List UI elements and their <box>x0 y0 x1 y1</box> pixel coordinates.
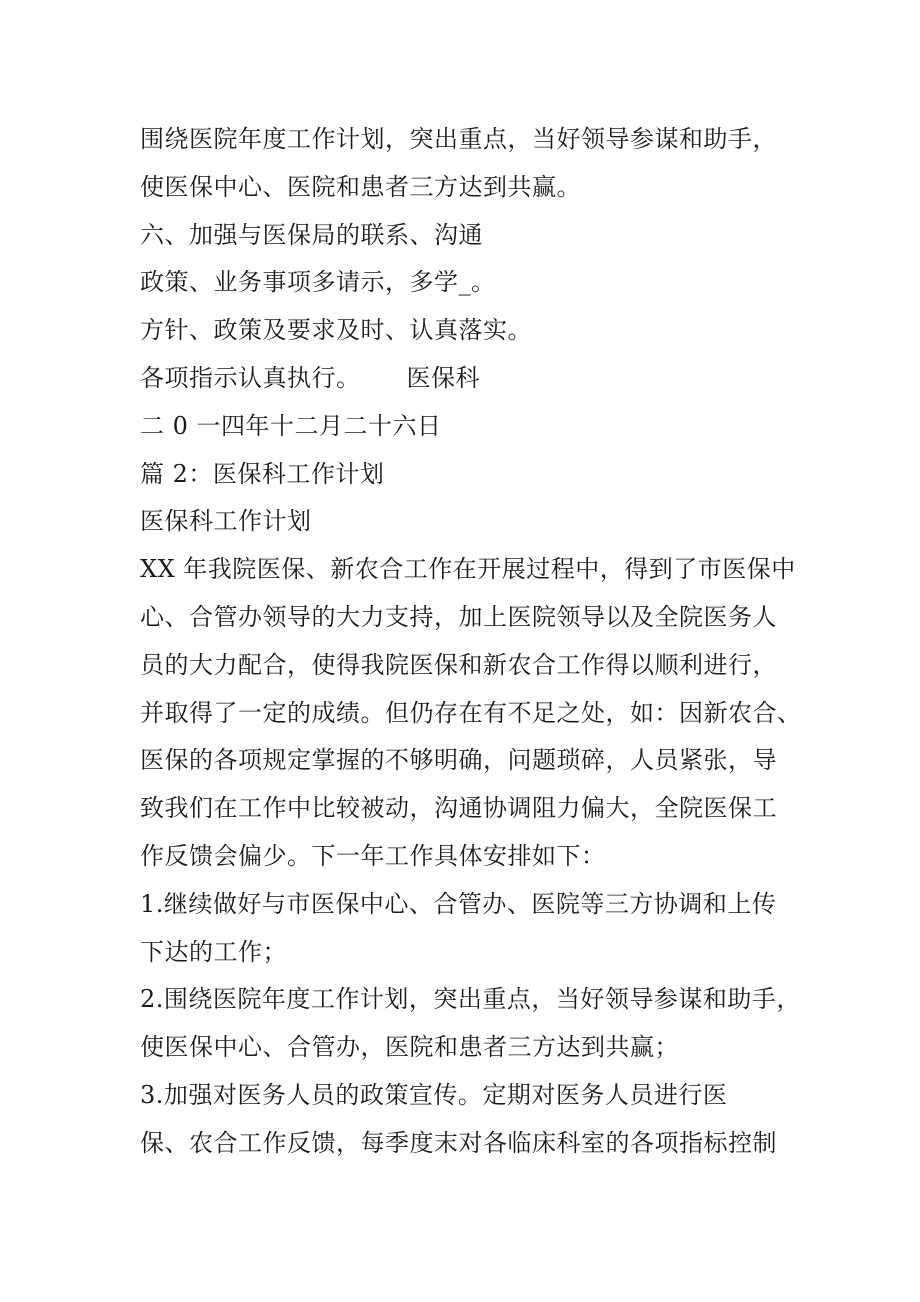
instruction-text: 各项指示认真执行。 <box>140 363 361 392</box>
section-heading: 六、加强与医保局的联系、沟通 <box>140 220 483 249</box>
paragraph-line: XX 年我院医保、新农合工作在开展过程中，得到了市医保中 <box>140 555 796 584</box>
paragraph-line: 使医保中心、医院和患者三方达到共赢。 <box>140 172 581 201</box>
document-body <box>140 116 805 1168</box>
list-item-line: 2.围绕医院年度工作计划，突出重点，当好领导参谋和助手， <box>140 985 801 1014</box>
paragraph-line: 政策、业务事项多请示，多学_。 <box>140 268 496 297</box>
document-date: 二 0 一四年十二月二十六日 <box>140 411 442 440</box>
list-item-line: 3.加强对医务人员的政策宣传。定期对医务人员进行医 <box>140 1080 728 1109</box>
paragraph-line: 员的大力配合，使得我院医保和新农合工作得以顺利进行， <box>140 650 777 679</box>
list-item-line: 保、农合工作反馈，每季度末对各临床科室的各项指标控制 <box>140 1128 777 1157</box>
department-signature: 医保科 <box>406 363 480 392</box>
list-item-line: 下达的工作； <box>140 937 287 966</box>
paragraph-line-with-signature <box>140 355 805 403</box>
list-item-line: 使医保中心、合管办，医院和患者三方达到共赢； <box>140 1033 679 1062</box>
list-item-line: 1.继续做好与市医保中心、合管办、医院等三方协调和上传 <box>140 889 777 918</box>
paragraph-line: 作反馈会偏少。下一年工作具体安排如下： <box>140 841 606 870</box>
paragraph-line: 并取得了一定的成绩。但仍存在有不足之处，如：因新农合、 <box>140 698 802 727</box>
paragraph-line: 方针、政策及要求及时、认真落实。 <box>140 316 532 345</box>
paragraph-line: 医保的各项规定掌握的不够明确，问题琐碎，人员紧张，导 <box>140 746 777 775</box>
paragraph-line: 心、合管办领导的大力支持，加上医院领导以及全院医务人 <box>140 602 777 631</box>
chapter-heading: 篇 2：医保科工作计划 <box>140 459 385 488</box>
paragraph-line: 致我们在工作中比较被动，沟通协调阻力偏大，全院医保工 <box>140 794 777 823</box>
paragraph-line: 围绕医院年度工作计划，突出重点，当好领导参谋和助手， <box>140 125 777 153</box>
document-title: 医保科工作计划 <box>140 507 312 536</box>
